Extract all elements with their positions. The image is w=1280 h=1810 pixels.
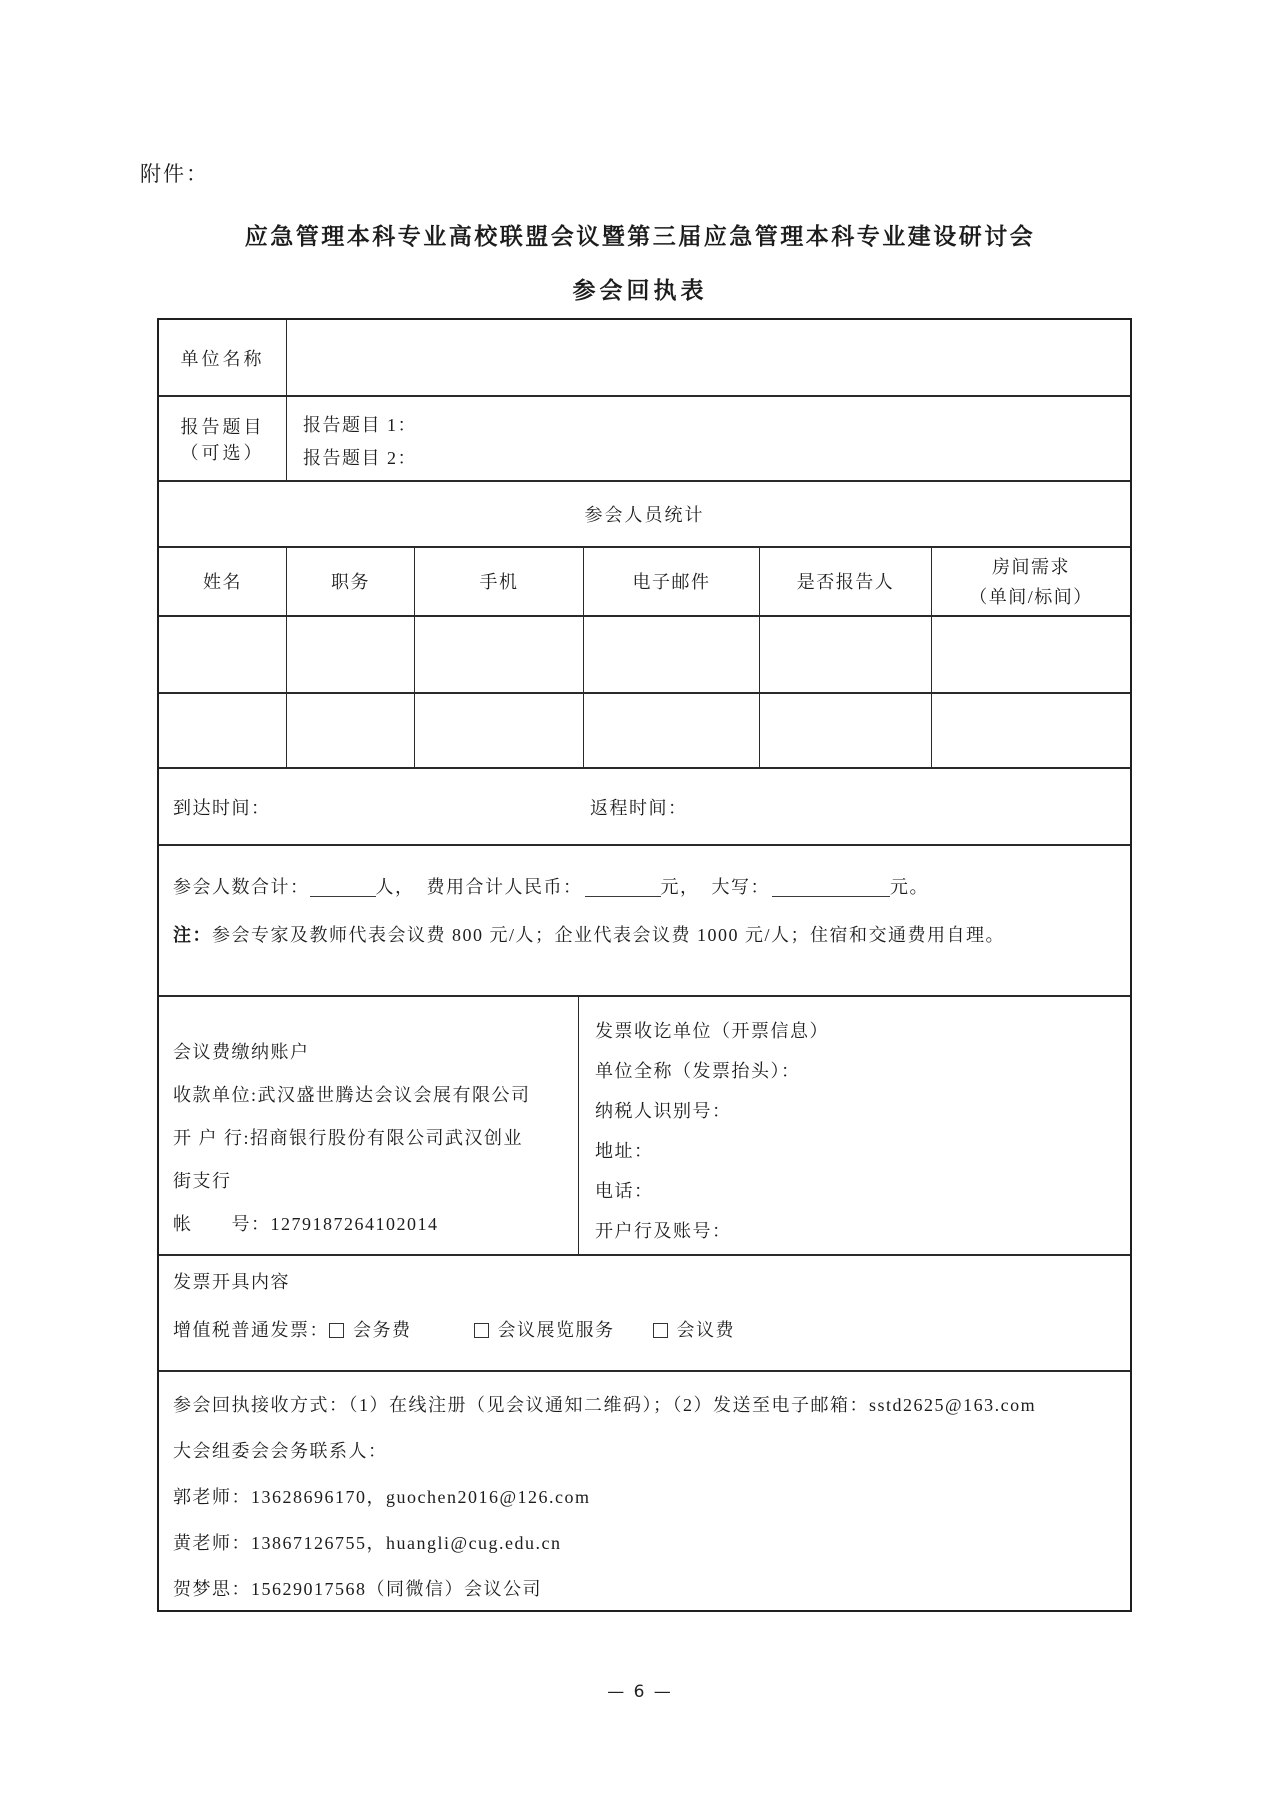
totals-count-label: 参会人数合计： — [173, 877, 310, 897]
column-header-room-line1: 房间需求 — [992, 556, 1070, 577]
report-title-label — [159, 397, 287, 480]
note-line — [173, 922, 1130, 948]
totals-caps-label: 大写： — [711, 877, 770, 897]
participant-cell — [584, 694, 760, 767]
payment-account-number-line — [173, 1203, 568, 1246]
participant-cell — [760, 694, 932, 767]
unit-name-row — [159, 320, 1130, 397]
participant-cell — [415, 617, 584, 692]
totals-count-unit: 人， — [375, 877, 415, 897]
column-header-position: 职务 — [287, 548, 415, 615]
participant-cell — [287, 694, 415, 767]
column-header-name: 姓名 — [159, 548, 287, 615]
payment-bank-line2: 街支行 — [173, 1171, 232, 1191]
participant-cell — [415, 694, 584, 767]
participants-header-row — [159, 548, 1130, 617]
arrival-time-label: 到达时间： — [173, 797, 271, 818]
checkbox-conference-fee[interactable] — [653, 1323, 668, 1338]
contact-teacher-guo: 郭老师：13628696170，guochen2016@126.com — [173, 1487, 591, 1507]
totals-line — [173, 874, 1130, 900]
column-header-mobile: 手机 — [415, 548, 584, 615]
totals-fee-label: 费用合计人民币： — [426, 877, 583, 897]
contact-he-mengsi: 贺梦思：15629017568（同微信）会议公司 — [173, 1579, 542, 1599]
totals-caps-unit: 元。 — [890, 877, 929, 897]
travel-time-row — [159, 769, 1130, 846]
unit-name-label: 单位名称 — [159, 320, 287, 395]
payment-payee: 收款单位:武汉盛世腾达会议会展有限公司 — [173, 1085, 531, 1105]
checkbox-conference-affairs-fee[interactable] — [329, 1323, 344, 1338]
totals-row — [159, 846, 1130, 997]
invoice-unit-name-label: 单位全称（发票抬头）： — [595, 1061, 801, 1081]
participant-cell — [760, 617, 932, 692]
report-title-row — [159, 397, 1130, 482]
fill-in-blank-count — [310, 876, 376, 897]
report-title-value-cell — [287, 397, 1130, 480]
participants-section-title: 参会人员统计 — [584, 505, 705, 525]
payment-invoice-row — [159, 997, 1130, 1256]
option-conference-affairs-fee: 会务费 — [353, 1320, 412, 1340]
invoice-content-row — [159, 1256, 1130, 1372]
option-conference-exhibition-service: 会议展览服务 — [497, 1320, 615, 1340]
registration-form-table — [157, 318, 1132, 1612]
fill-in-blank-caps — [772, 876, 890, 897]
participant-cell — [159, 694, 287, 767]
participant-cell — [584, 617, 760, 692]
payment-account-label: 帐 号： — [173, 1214, 271, 1234]
invoice-bank-account-label: 开户行及账号： — [595, 1221, 732, 1241]
participant-cell — [159, 617, 287, 692]
participant-cell — [932, 617, 1130, 692]
document-subtitle: 参会回执表 — [572, 277, 708, 303]
column-header-email: 电子邮件 — [584, 548, 760, 615]
participant-row-2 — [159, 694, 1130, 769]
invoice-content-title: 发票开具内容 — [173, 1272, 290, 1292]
committee-contact-heading: 大会组委会会务联系人： — [173, 1441, 388, 1461]
invoice-tax-id-label: 纳税人识别号： — [595, 1101, 732, 1121]
checkbox-conference-exhibition-service[interactable] — [474, 1323, 489, 1338]
contact-teacher-huang: 黄老师：13867126755，huangli@cug.edu.cn — [173, 1533, 562, 1553]
invoice-content-prefix: 增值税普通发票： — [173, 1320, 329, 1340]
report-title-label-line2: （可选） — [180, 442, 265, 463]
participant-row-1 — [159, 617, 1130, 694]
payment-account-cell — [159, 997, 579, 1254]
column-header-presenter: 是否报告人 — [760, 548, 932, 615]
attachment-label: 附件： — [140, 162, 209, 186]
invoice-address-label: 地址： — [595, 1141, 654, 1161]
invoice-content-options — [173, 1316, 1130, 1344]
fill-in-blank-fee — [585, 876, 661, 897]
column-header-room — [932, 548, 1130, 615]
invoice-info-cell — [579, 997, 1130, 1254]
contact-row — [159, 1372, 1130, 1610]
invoice-phone-label: 电话： — [595, 1181, 654, 1201]
column-header-room-line2: （单间/标间） — [969, 586, 1093, 607]
receipt-method-line: 参会回执接收方式：（1）在线注册（见会议通知二维码）；（2）发送至电子邮箱：sstd2625@163.com — [173, 1395, 1037, 1415]
participant-cell — [287, 617, 415, 692]
payment-account-number: 1279187264102014 — [270, 1214, 439, 1234]
return-time-label: 返程时间： — [590, 797, 688, 818]
participants-section-header — [159, 482, 1130, 548]
payment-title: 会议费缴纳账户 — [173, 1042, 310, 1062]
participant-cell — [932, 694, 1130, 767]
invoice-title: 发票收讫单位（开票信息） — [595, 1021, 829, 1041]
note-text: 参会专家及教师代表会议费 800 元/人；企业代表会议费 1000 元/人；住宿和交通费用自理。 — [212, 925, 1005, 945]
unit-name-value-cell — [287, 320, 1130, 395]
note-label: 注： — [173, 925, 212, 945]
report-title-label-line1: 报告题目 — [180, 416, 265, 437]
report-title-option-1: 报告题目 1： — [303, 415, 417, 435]
option-conference-fee: 会议费 — [676, 1320, 735, 1340]
payment-bank-line1: 开 户 行:招商银行股份有限公司武汉创业 — [173, 1128, 523, 1148]
report-title-option-2: 报告题目 2： — [303, 448, 417, 468]
page-number: — 6 — — [607, 1682, 673, 1702]
totals-fee-unit: 元， — [660, 877, 700, 897]
document-title: 应急管理本科专业高校联盟会议暨第三届应急管理本科专业建设研讨会 — [244, 223, 1036, 249]
